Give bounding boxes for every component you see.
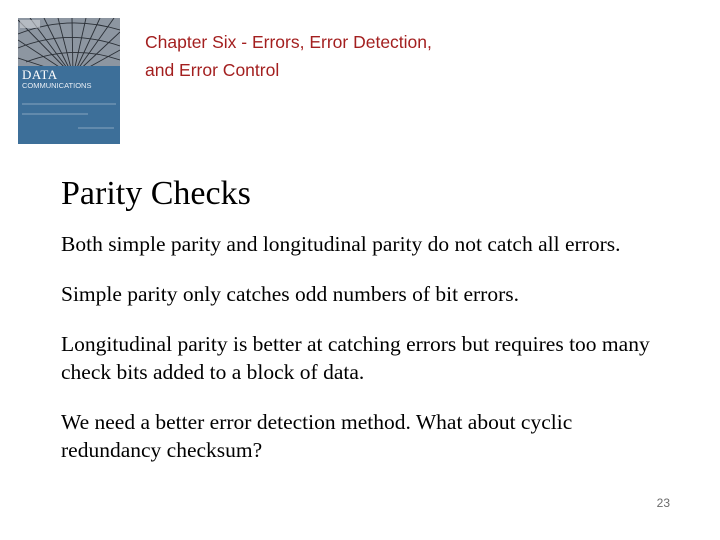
- slide-heading: Parity Checks: [61, 175, 251, 212]
- bullet-item: Both simple parity and longitudinal parity do not catch all errors.: [61, 232, 621, 256]
- bullet-item: Longitudinal parity is better at catching errors but requires too many check bits added to a block of data.: [61, 332, 650, 384]
- bullet-list: [61, 230, 661, 486]
- bullet-item: We need a better error detection method. What about cyclic redundancy checksum?: [61, 410, 573, 462]
- chapter-title-line-1: Chapter Six - Errors, Error Detection,: [145, 32, 432, 52]
- book-cover-title: DATA: [22, 67, 58, 82]
- chapter-title-line-2: and Error Control: [145, 60, 280, 80]
- book-cover-subtitle: COMMUNICATIONS: [22, 81, 92, 90]
- chapter-title: [145, 28, 525, 84]
- page-number: 23: [656, 496, 670, 510]
- book-cover-image: [18, 18, 120, 144]
- bullet-item: Simple parity only catches odd numbers of bit errors.: [61, 282, 519, 306]
